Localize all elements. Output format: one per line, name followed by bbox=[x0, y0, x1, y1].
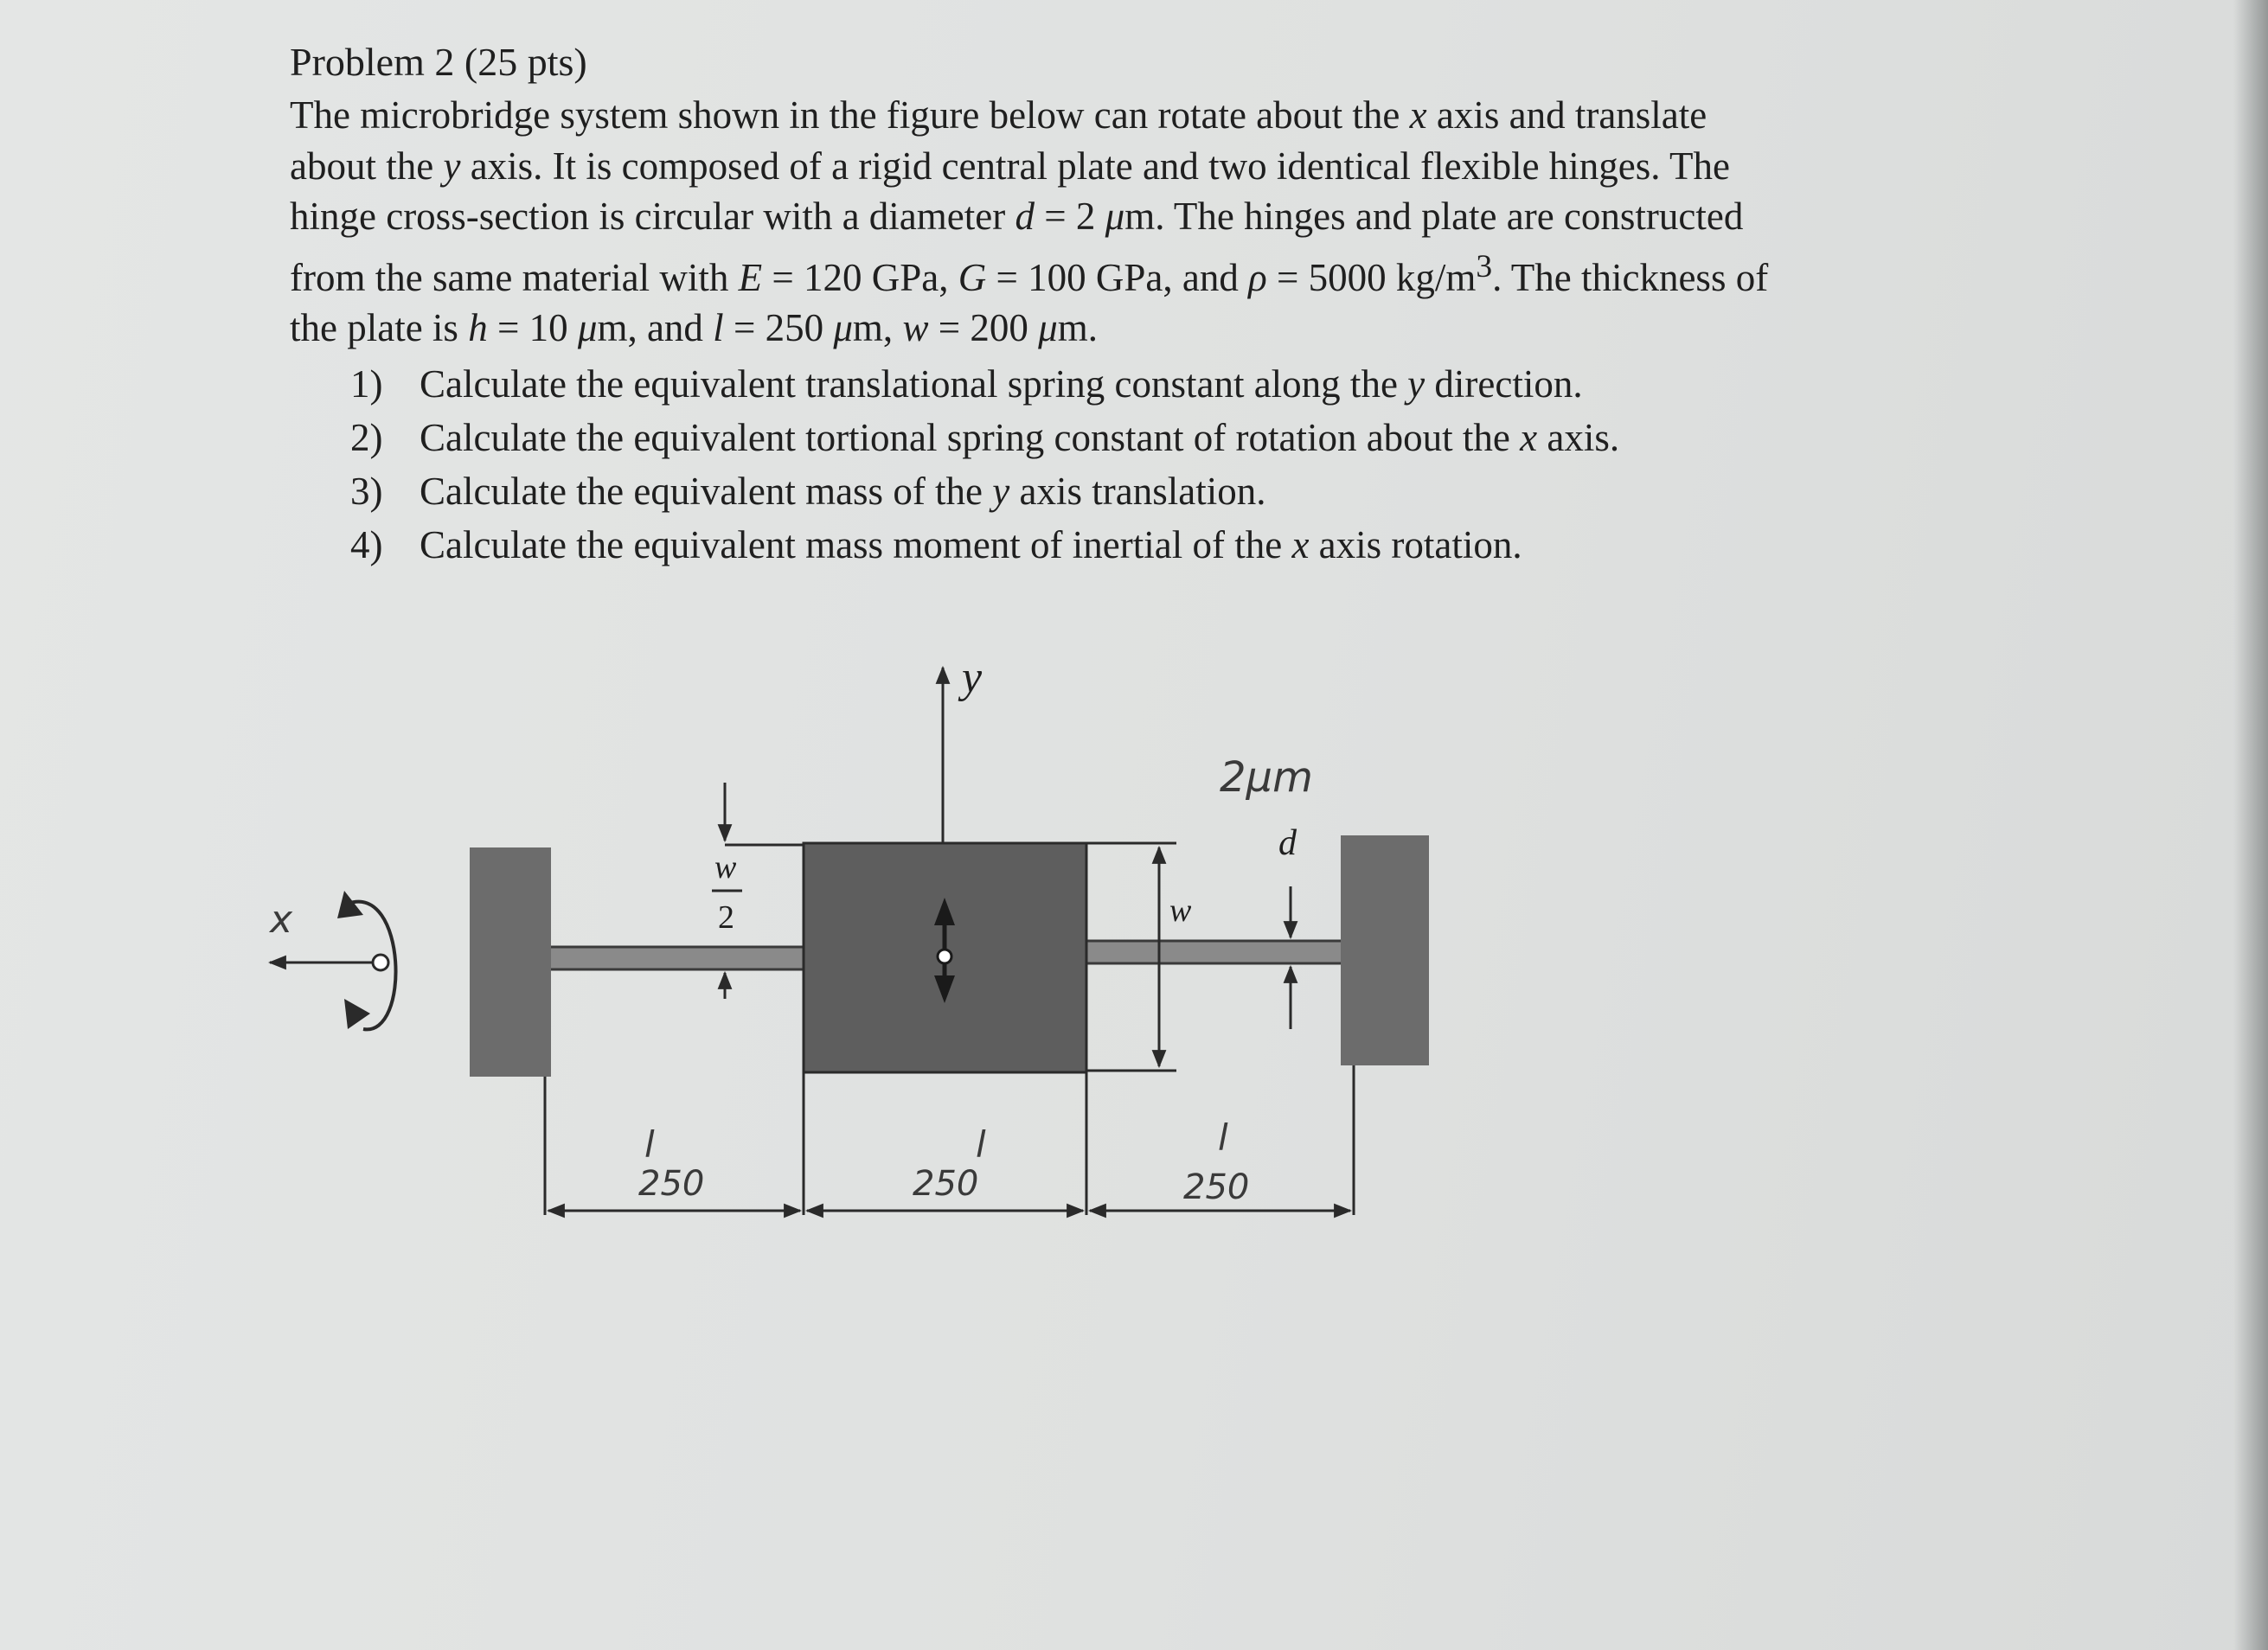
math-symbol: μ bbox=[577, 306, 598, 349]
text-run: = 100 GPa, and bbox=[986, 255, 1249, 299]
text-run: m. bbox=[1057, 306, 1098, 349]
text-run: = 2 bbox=[1034, 195, 1105, 238]
math-symbol: μ bbox=[833, 306, 853, 349]
text-run: Calculate the equivalent mass moment of inertial of the bbox=[420, 522, 1292, 566]
math-symbol: y bbox=[992, 469, 1010, 513]
math-symbol: μ bbox=[1038, 306, 1058, 349]
text-run: m, and bbox=[597, 306, 714, 349]
w-label: w bbox=[1169, 892, 1192, 929]
d-handwritten-value: 2μm bbox=[1220, 753, 1313, 802]
l-label-left: l bbox=[644, 1123, 655, 1166]
text-run: axis. bbox=[1537, 415, 1620, 459]
math-symbol: w bbox=[902, 306, 929, 349]
d-label: d bbox=[1278, 823, 1297, 863]
l-value-right: 250 bbox=[1183, 1167, 1250, 1207]
l-label-mid: l bbox=[976, 1123, 986, 1166]
text-run: The microbridge system shown in the figure below can rotate about the bbox=[290, 93, 1410, 137]
text-run: = 10 bbox=[487, 306, 578, 349]
l-value-mid: 250 bbox=[913, 1164, 979, 1204]
math-symbol: μ bbox=[1105, 195, 1125, 238]
text-run: axis rotation. bbox=[1309, 522, 1522, 566]
problem-title: Problem 2 (25 pts) bbox=[290, 40, 587, 84]
math-symbol: l bbox=[713, 306, 724, 349]
w-half-numerator: w bbox=[714, 849, 737, 886]
left-anchor bbox=[470, 847, 551, 1077]
text-run: = 120 GPa, bbox=[762, 255, 958, 299]
translation-center bbox=[938, 950, 951, 963]
question-number: 4) bbox=[350, 522, 383, 566]
math-symbol: d bbox=[1015, 195, 1035, 238]
text-run: Calculate the equivalent mass of the bbox=[420, 469, 993, 513]
rotation-arrowhead-icon bbox=[337, 891, 363, 918]
l-value-left: 250 bbox=[638, 1164, 705, 1204]
text-run: axis. It is composed of a rigid central plate and two identical flexible hinges. The hinge cross-section is circular with a diameter bbox=[290, 144, 1730, 238]
text-run: = 5000 kg/m bbox=[1266, 255, 1477, 299]
math-symbol: y bbox=[1407, 361, 1426, 406]
text-run: Calculate the equivalent translational spring constant along the bbox=[420, 361, 1408, 406]
text-run: m. The hinges and plate are constructed from the same material with bbox=[290, 195, 1744, 299]
y-axis-label: y bbox=[962, 653, 983, 702]
left-hinge bbox=[551, 947, 804, 969]
superscript: 3 bbox=[1476, 248, 1493, 285]
math-symbol: E bbox=[738, 255, 763, 299]
question-number: 2) bbox=[350, 415, 383, 459]
math-symbol: x bbox=[1520, 415, 1538, 459]
math-symbol: ρ bbox=[1248, 255, 1267, 299]
text-run: axis translation. bbox=[1009, 469, 1266, 513]
text-run: . The thickness of the plate is bbox=[290, 255, 1769, 349]
question-number: 3) bbox=[350, 469, 383, 513]
text-run: direction. bbox=[1425, 361, 1583, 406]
right-anchor bbox=[1341, 835, 1429, 1065]
rotation-pivot bbox=[373, 955, 388, 970]
math-symbol: x bbox=[1291, 522, 1310, 566]
math-symbol: h bbox=[468, 306, 488, 349]
right-hinge bbox=[1086, 941, 1341, 963]
math-symbol: G bbox=[958, 255, 987, 299]
text-run: = 250 bbox=[723, 306, 834, 349]
text-run: m, bbox=[852, 306, 903, 349]
math-symbol: x bbox=[1409, 93, 1427, 137]
w-half-denominator: 2 bbox=[718, 899, 734, 936]
rotation-arrowhead-icon bbox=[344, 999, 370, 1029]
l-label-right: l bbox=[1218, 1116, 1228, 1159]
question-number: 1) bbox=[350, 361, 383, 406]
text-run: = 200 bbox=[928, 306, 1039, 349]
text-run: axis and translate about the bbox=[290, 93, 1707, 188]
math-symbol: y bbox=[443, 144, 461, 188]
text-run: Calculate the equivalent tortional spring constant of rotation about the bbox=[420, 415, 1521, 459]
x-axis-label: x bbox=[270, 898, 293, 942]
